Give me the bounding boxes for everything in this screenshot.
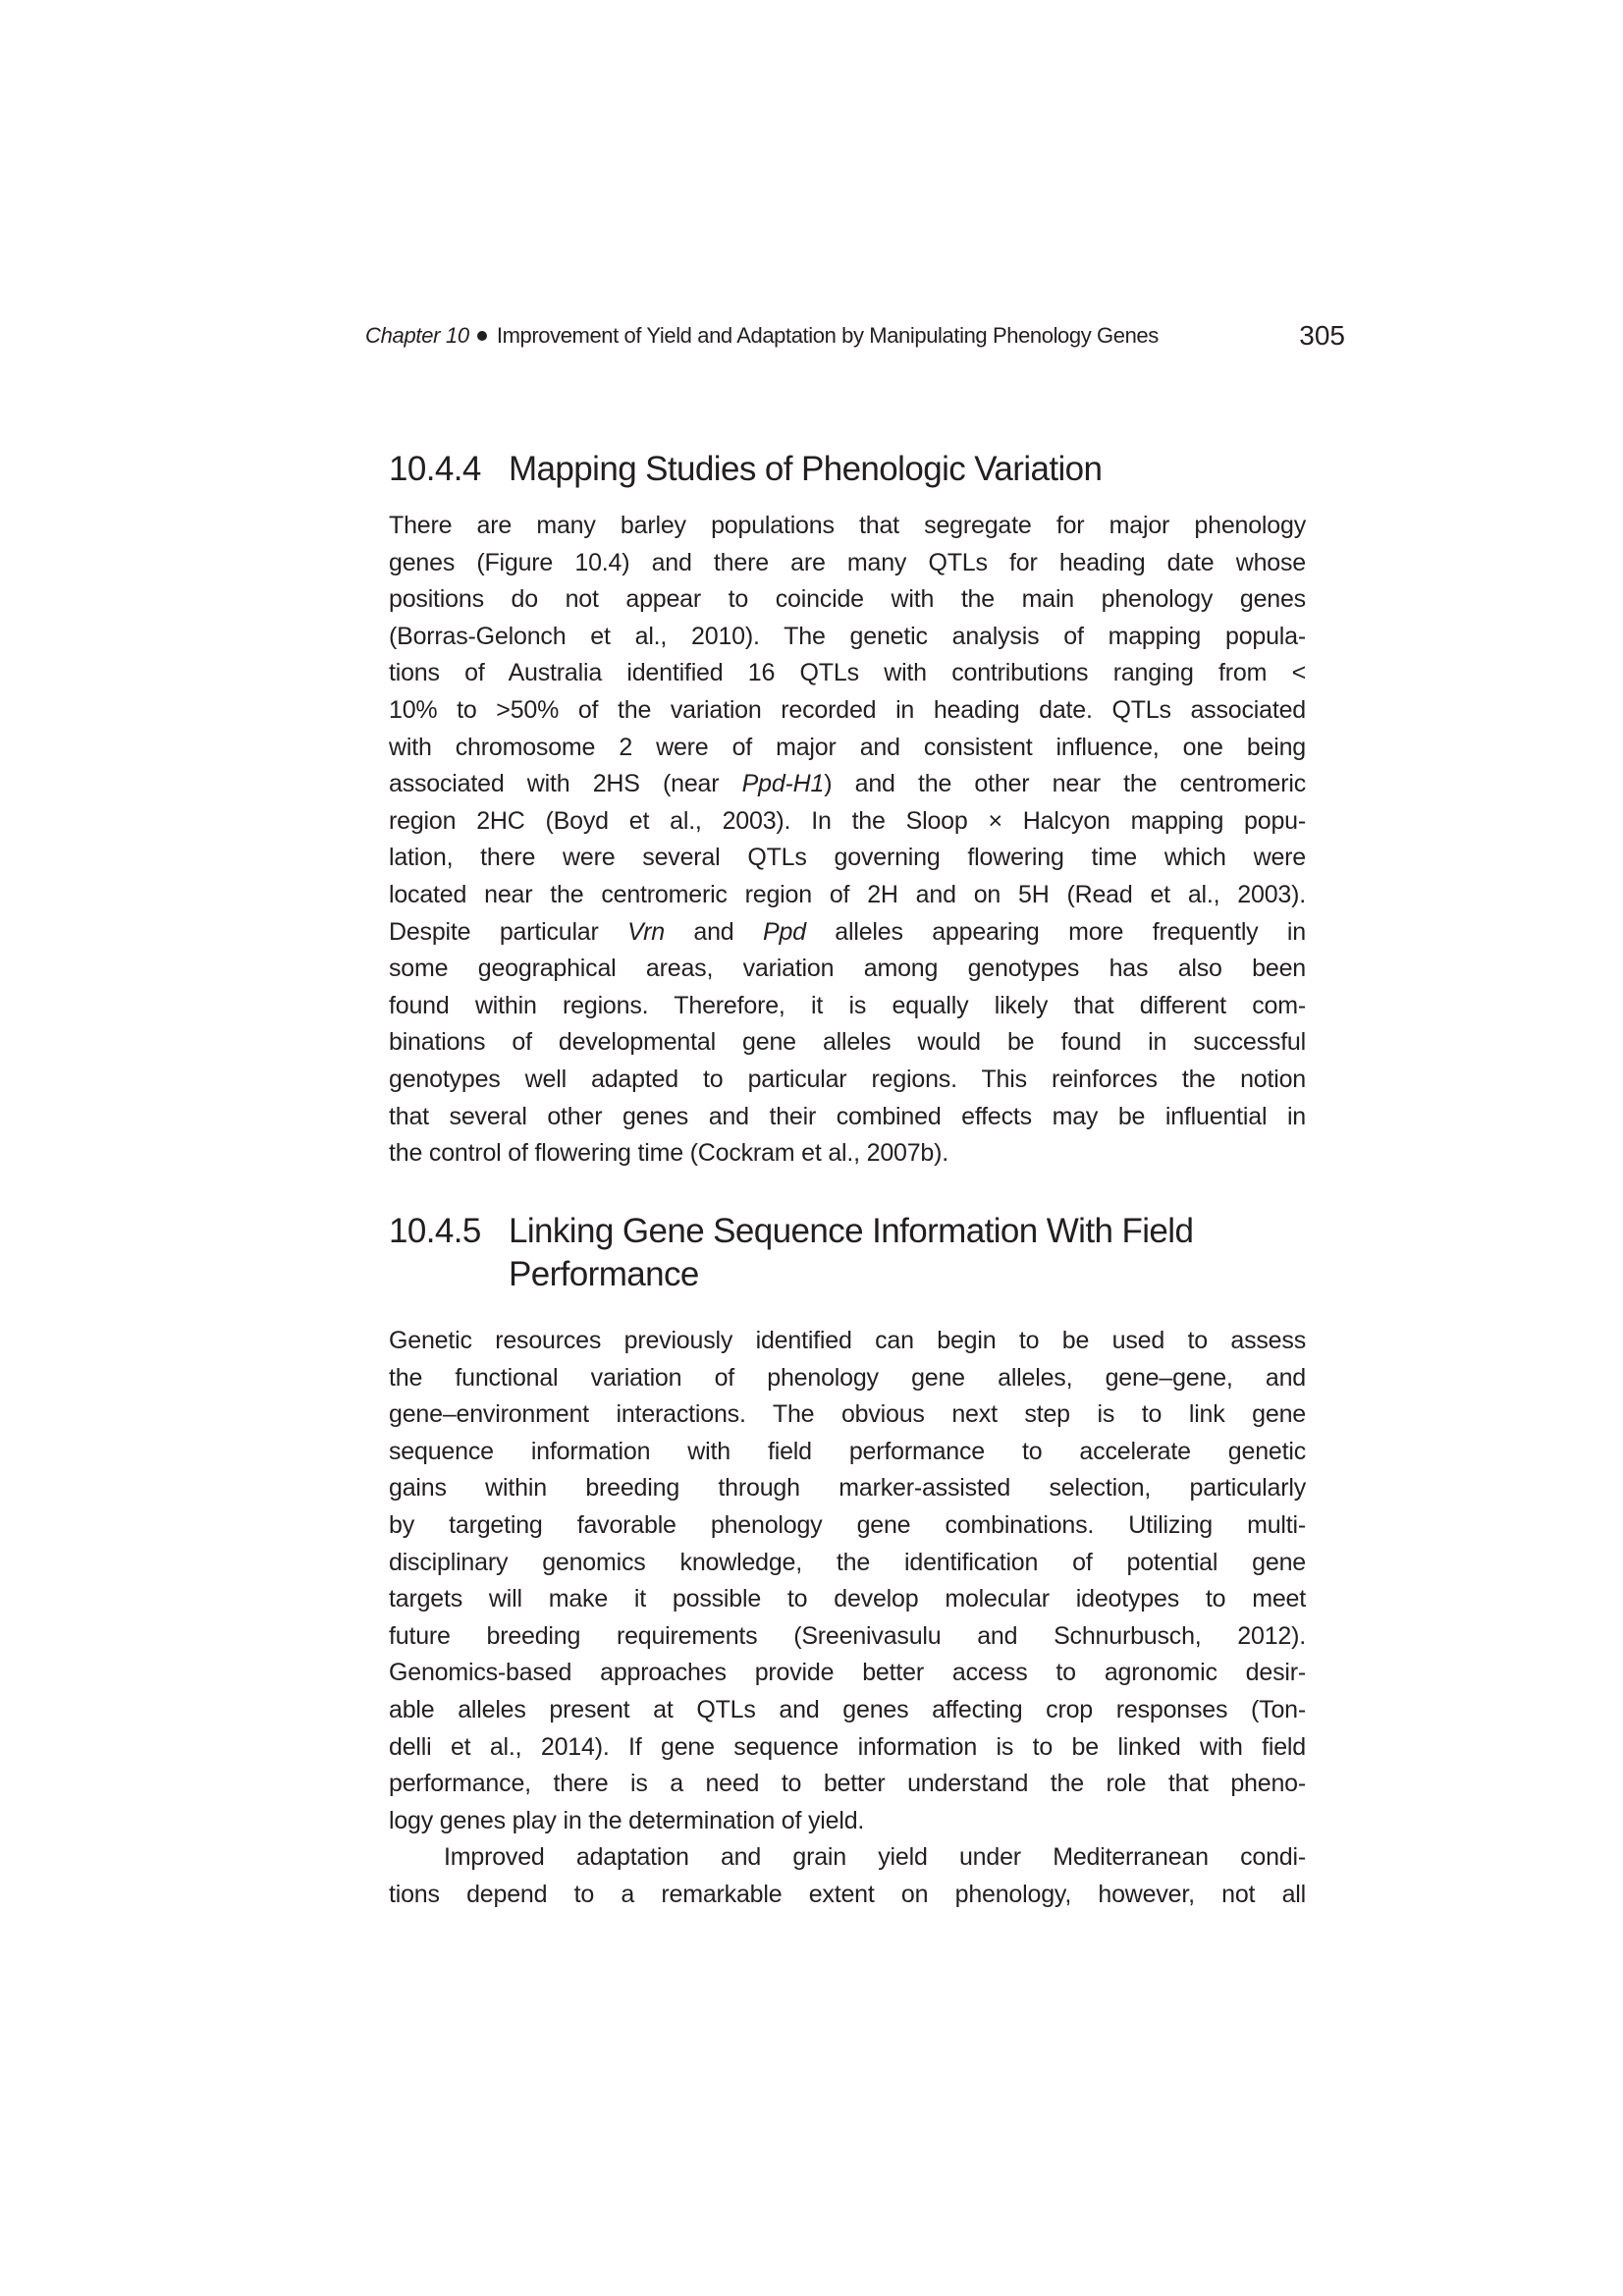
text-line: found within regions. Therefore, it is equally likely that different com- (389, 991, 1306, 1019)
section-body-10-4-5 (389, 1323, 1306, 1914)
text-line: that several other genes and their combined effects may be influential in (389, 1102, 1306, 1130)
text-line: 10% to >50% of the variation recorded in heading date. QTLs associated (389, 695, 1306, 724)
text-line: the functional variation of phenology gene alleles, gene–gene, and (389, 1363, 1306, 1392)
text-line: by targeting favorable phenology gene combinations. Utilizing multi- (389, 1510, 1306, 1539)
text-line: Improved adaptation and grain yield under Mediterranean condi- (444, 1843, 1306, 1872)
text-line: gene–environment interactions. The obvious next step is to link gene (389, 1400, 1306, 1429)
text-line: some geographical areas, variation among genotypes has also been (389, 955, 1306, 983)
paragraph (389, 1839, 1306, 1913)
paragraph (389, 508, 1306, 1173)
text-line: associated with 2HS (near Ppd-H1) and the other near the centromeric (389, 770, 1306, 798)
section-number: 10.4.5 (389, 1212, 481, 1250)
text-line: sequence information with field performance to accelerate genetic (389, 1437, 1306, 1465)
gene-name: Vrn (627, 917, 665, 946)
text-line: positions do not appear to coincide with the main phenology genes (389, 585, 1306, 614)
text-line: performance, there is a need to better understand the role that pheno- (389, 1770, 1306, 1798)
section-heading-10-4-4 (389, 448, 1322, 491)
section-heading-10-4-5 (389, 1210, 1322, 1296)
chapter-title: Improvement of Yield and Adaptation by Manipulating Phenology Genes (496, 323, 1159, 348)
text-line: gains within breeding through marker-assisted selection, particularly (389, 1474, 1306, 1503)
section-body-10-4-4 (389, 508, 1306, 1173)
text-line: There are many barley populations that segregate for major phenology (389, 512, 1306, 539)
gene-name: Ppd-H1 (741, 770, 825, 798)
text-line: future breeding requirements (Sreenivasulu and Schnurbusch, 2012). (389, 1621, 1306, 1650)
text-line: tions depend to a remarkable extent on phenology, however, not all (389, 1880, 1306, 1908)
text-line: tions of Australia identified 16 QTLs with contributions ranging from < (389, 659, 1306, 687)
text-line: able alleles present at QTLs and genes affecting crop responses (Ton- (389, 1695, 1306, 1723)
bullet-icon (477, 331, 487, 341)
text-line: delli et al., 2014). If gene sequence information is to be linked with field (389, 1732, 1306, 1761)
page-number: 305 (1299, 320, 1345, 351)
section-number: 10.4.4 (389, 450, 481, 488)
paragraph (389, 1323, 1306, 1839)
text-line: binations of developmental gene alleles would be found in successful (389, 1028, 1306, 1057)
text-line: genotypes well adapted to particular regions. This reinforces the notion (389, 1065, 1306, 1093)
text-line: logy genes play in the determination of yield. (389, 1806, 865, 1834)
section-title-continued: Performance (509, 1255, 699, 1293)
text-line: Despite particular Vrn and Ppd alleles appearing more frequently in (389, 917, 1306, 946)
running-head (365, 316, 1345, 355)
text-line: located near the centromeric region of 2H and on 5H (Read et al., 2003). (389, 880, 1306, 908)
section-title: Linking Gene Sequence Information With Field (509, 1212, 1194, 1250)
text-line: Genetic resources previously identified can begin to be used to assess (389, 1327, 1306, 1354)
text-line: with chromosome 2 were of major and consistent influence, one being (389, 733, 1306, 761)
text-line: Genomics-based approaches provide better access to agronomic desir- (389, 1659, 1306, 1687)
gene-name: Ppd (762, 917, 806, 946)
text-line: genes (Figure 10.4) and there are many QTLs for heading date whose (389, 548, 1306, 576)
text-line: lation, there were several QTLs governing flowering time which were (389, 844, 1306, 872)
section-title: Mapping Studies of Phenologic Variation (509, 450, 1103, 488)
text-line: disciplinary genomics knowledge, the identification of potential gene (389, 1548, 1306, 1576)
text-line: (Borras-Gelonch et al., 2010). The genetic analysis of mapping popula- (389, 622, 1306, 650)
chapter-label: Chapter 10 (365, 323, 469, 348)
text-line: the control of flowering time (Cockram et al., 2007b). (389, 1139, 949, 1168)
text-line: targets will make it possible to develop molecular ideotypes to meet (389, 1585, 1306, 1613)
text-line: region 2HC (Boyd et al., 2003). In the Sloop × Halcyon mapping popu- (389, 806, 1306, 835)
